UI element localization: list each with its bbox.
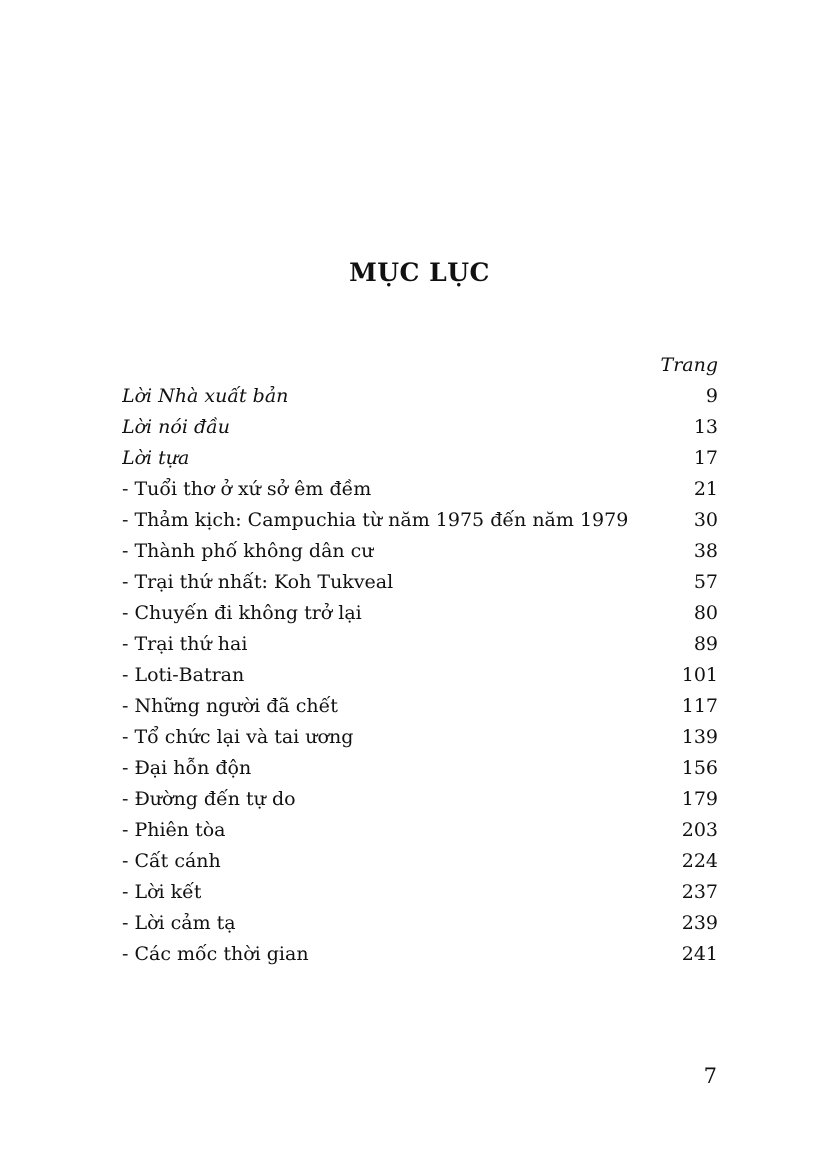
toc-entry-page: 237	[681, 881, 718, 903]
toc-entry-title: - Tổ chức lại và tai ương	[122, 726, 354, 748]
toc-entry-title: - Cất cánh	[122, 850, 221, 872]
toc-entry-page: 224	[681, 850, 718, 872]
toc-entry[interactable]	[122, 474, 718, 505]
toc-entry[interactable]	[122, 536, 718, 567]
toc-entry-page: 179	[681, 788, 718, 810]
toc-entry-page: 13	[693, 416, 718, 438]
toc-entry[interactable]	[122, 908, 718, 939]
toc-entry[interactable]	[122, 629, 718, 660]
toc-entry-title: - Trại thứ hai	[122, 633, 248, 655]
toc-entry[interactable]	[122, 939, 718, 970]
toc-entry-title: - Loti-Batran	[122, 664, 245, 686]
toc-entry-page: 101	[681, 664, 718, 686]
toc-entry-title: Lời tựa	[122, 447, 190, 469]
toc-entry-page: 30	[693, 509, 718, 531]
toc-entry[interactable]	[122, 784, 718, 815]
toc-entry-page: 139	[681, 726, 718, 748]
toc-entry-page: 241	[681, 943, 718, 965]
toc-entry[interactable]	[122, 877, 718, 908]
toc-entry-page: 38	[693, 540, 718, 562]
toc-entry-title: - Đường đến tự do	[122, 788, 296, 810]
toc-entry[interactable]	[122, 598, 718, 629]
toc-entry-title: - Thảm kịch: Campuchia từ năm 1975 đến năm 1979	[122, 509, 629, 531]
toc-entry-title: - Lời cảm tạ	[122, 912, 236, 934]
toc-entry[interactable]	[122, 722, 718, 753]
toc-entry-page: 239	[681, 912, 718, 934]
toc-entry-title: - Phiên tòa	[122, 819, 226, 841]
toc-entry[interactable]	[122, 691, 718, 722]
toc-entry-title: - Đại hỗn độn	[122, 757, 252, 779]
toc-entry[interactable]	[122, 381, 718, 412]
toc-entry-title: - Tuổi thơ ở xứ sở êm đềm	[122, 478, 372, 500]
toc-entry-title: Lời nói đầu	[122, 416, 231, 438]
table-of-contents	[122, 350, 718, 970]
toc-entry-page: 203	[681, 819, 718, 841]
toc-entry-page: 117	[681, 695, 718, 717]
toc-list	[122, 381, 718, 970]
page-title: MỤC LỤC	[349, 258, 490, 287]
toc-entry[interactable]	[122, 505, 718, 536]
toc-entry-title: - Lời kết	[122, 881, 202, 903]
toc-entry[interactable]	[122, 443, 718, 474]
toc-entry-title: - Các mốc thời gian	[122, 943, 309, 965]
toc-entry-title: Lời Nhà xuất bản	[122, 385, 289, 407]
toc-entry-page: 80	[693, 602, 718, 624]
toc-entry[interactable]	[122, 660, 718, 691]
toc-entry[interactable]	[122, 815, 718, 846]
toc-entry-page: 156	[681, 757, 718, 779]
toc-entry-title: - Thành phố không dân cư	[122, 540, 374, 562]
page-number: 7	[703, 1064, 717, 1088]
toc-entry-title: - Chuyến đi không trở lại	[122, 602, 362, 624]
toc-entry-title: - Những người đã chết	[122, 695, 338, 717]
toc-entry[interactable]	[122, 412, 718, 443]
toc-entry[interactable]	[122, 567, 718, 598]
toc-entry-page: 9	[705, 385, 718, 407]
page-column-header: Trang	[660, 354, 718, 376]
toc-entry-page: 57	[693, 571, 718, 593]
toc-entry[interactable]	[122, 753, 718, 784]
toc-entry-page: 17	[693, 447, 718, 469]
toc-entry-page: 89	[693, 633, 718, 655]
toc-entry-title: - Trại thứ nhất: Koh Tukveal	[122, 571, 394, 593]
toc-entry-page: 21	[693, 478, 718, 500]
toc-entry[interactable]	[122, 846, 718, 877]
